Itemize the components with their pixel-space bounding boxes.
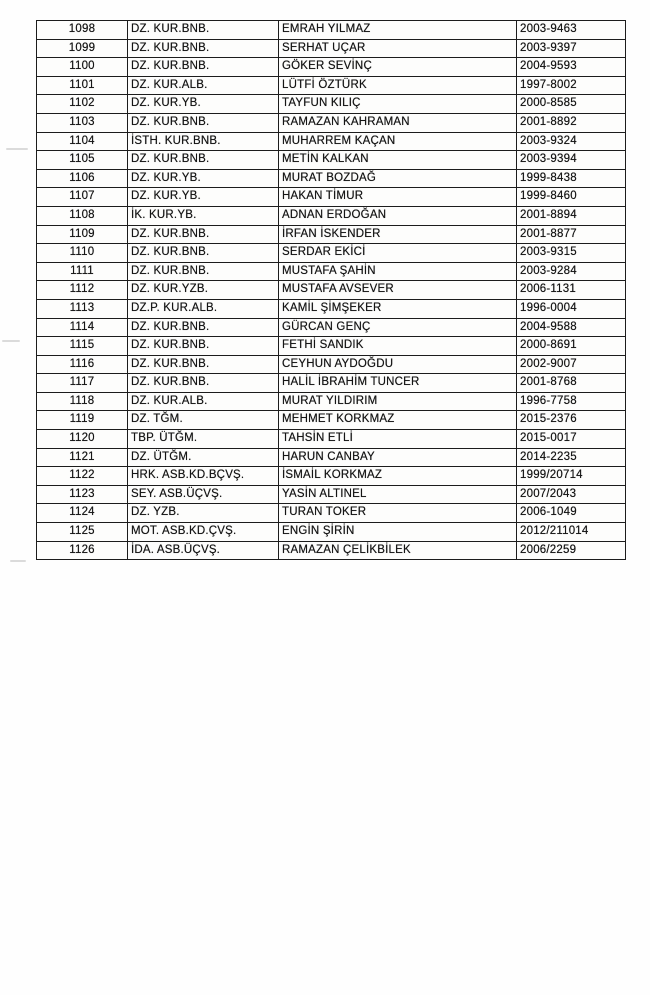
rank-cell: DZ. KUR.BNB. <box>128 21 279 40</box>
table-row <box>37 262 626 281</box>
table-row <box>37 225 626 244</box>
row-number-cell: 1113 <box>37 299 128 318</box>
name-cell: MUSTAFA ŞAHİN <box>279 262 517 281</box>
name-cell: MURAT YILDIRIM <box>279 392 517 411</box>
name-cell: FETHİ SANDIK <box>279 337 517 356</box>
row-number-cell: 1126 <box>37 541 128 560</box>
registry-number-cell: 2001-8894 <box>517 206 626 225</box>
row-number-cell: 1110 <box>37 244 128 263</box>
row-number-cell: 1109 <box>37 225 128 244</box>
rank-cell: DZ. KUR.BNB. <box>128 113 279 132</box>
row-number-cell: 1101 <box>37 76 128 95</box>
registry-number-cell: 2002-9007 <box>517 355 626 374</box>
table-row <box>37 318 626 337</box>
registry-number-cell: 2003-9397 <box>517 39 626 58</box>
row-number-cell: 1123 <box>37 485 128 504</box>
row-number-cell: 1107 <box>37 188 128 207</box>
row-number-cell: 1122 <box>37 467 128 486</box>
registry-number-cell: 2003-9284 <box>517 262 626 281</box>
registry-number-cell: 2015-0017 <box>517 430 626 449</box>
rank-cell: DZ. KUR.BNB. <box>128 318 279 337</box>
rank-cell: SEY. ASB.ÜÇVŞ. <box>128 485 279 504</box>
table-row <box>37 541 626 560</box>
registry-number-cell: 1999-8438 <box>517 169 626 188</box>
rank-cell: DZ. KUR.BNB. <box>128 151 279 170</box>
registry-number-cell: 2004-9588 <box>517 318 626 337</box>
name-cell: TAHSİN ETLİ <box>279 430 517 449</box>
name-cell: MURAT BOZDAĞ <box>279 169 517 188</box>
rank-cell: DZ. ÜTĞM. <box>128 448 279 467</box>
table-row <box>37 188 626 207</box>
registry-number-cell: 2015-2376 <box>517 411 626 430</box>
row-number-cell: 1124 <box>37 504 128 523</box>
registry-number-cell: 2003-9463 <box>517 21 626 40</box>
registry-number-cell: 2000-8585 <box>517 95 626 114</box>
scan-artifact <box>2 340 20 342</box>
table-row <box>37 448 626 467</box>
registry-number-cell: 2001-8892 <box>517 113 626 132</box>
registry-number-cell: 2001-8877 <box>517 225 626 244</box>
registry-number-cell: 2003-9315 <box>517 244 626 263</box>
table-row <box>37 523 626 542</box>
row-number-cell: 1119 <box>37 411 128 430</box>
name-cell: SERHAT UÇAR <box>279 39 517 58</box>
rank-cell: DZ. TĞM. <box>128 411 279 430</box>
table-row <box>37 58 626 77</box>
registry-number-cell: 2001-8768 <box>517 374 626 393</box>
table-row <box>37 467 626 486</box>
table-row <box>37 206 626 225</box>
registry-number-cell: 2014-2235 <box>517 448 626 467</box>
rank-cell: İSTH. KUR.BNB. <box>128 132 279 151</box>
table-row <box>37 355 626 374</box>
row-number-cell: 1120 <box>37 430 128 449</box>
row-number-cell: 1115 <box>37 337 128 356</box>
name-cell: ENGİN ŞİRİN <box>279 523 517 542</box>
rank-cell: HRK. ASB.KD.BÇVŞ. <box>128 467 279 486</box>
rank-cell: DZ. KUR.YB. <box>128 95 279 114</box>
row-number-cell: 1125 <box>37 523 128 542</box>
name-cell: RAMAZAN KAHRAMAN <box>279 113 517 132</box>
scan-artifact <box>6 148 28 150</box>
name-cell: TURAN TOKER <box>279 504 517 523</box>
registry-number-cell: 2000-8691 <box>517 337 626 356</box>
table-row <box>37 504 626 523</box>
row-number-cell: 1108 <box>37 206 128 225</box>
rank-cell: DZ. YZB. <box>128 504 279 523</box>
row-number-cell: 1112 <box>37 281 128 300</box>
registry-number-cell: 1999/20714 <box>517 467 626 486</box>
row-number-cell: 1117 <box>37 374 128 393</box>
name-cell: YASİN ALTINEL <box>279 485 517 504</box>
name-cell: MEHMET KORKMAZ <box>279 411 517 430</box>
name-cell: MUSTAFA AVSEVER <box>279 281 517 300</box>
registry-number-cell: 2006/2259 <box>517 541 626 560</box>
table-row <box>37 244 626 263</box>
row-number-cell: 1104 <box>37 132 128 151</box>
table-row <box>37 39 626 58</box>
table-row <box>37 95 626 114</box>
rank-cell: DZ. KUR.BNB. <box>128 374 279 393</box>
rank-cell: DZ. KUR.YB. <box>128 188 279 207</box>
name-cell: MUHARREM KAÇAN <box>279 132 517 151</box>
name-cell: HALİL İBRAHİM TUNCER <box>279 374 517 393</box>
name-cell: ADNAN ERDOĞAN <box>279 206 517 225</box>
row-number-cell: 1102 <box>37 95 128 114</box>
table-row <box>37 281 626 300</box>
rank-cell: DZ. KUR.YB. <box>128 169 279 188</box>
registry-number-cell: 2003-9394 <box>517 151 626 170</box>
personnel-roster-table <box>36 20 626 560</box>
table-row <box>37 113 626 132</box>
table-row <box>37 151 626 170</box>
table-row <box>37 430 626 449</box>
rank-cell: DZ. KUR.YZB. <box>128 281 279 300</box>
name-cell: İRFAN İSKENDER <box>279 225 517 244</box>
row-number-cell: 1105 <box>37 151 128 170</box>
rank-cell: DZ. KUR.ALB. <box>128 392 279 411</box>
rank-cell: DZ. KUR.BNB. <box>128 39 279 58</box>
row-number-cell: 1121 <box>37 448 128 467</box>
name-cell: EMRAH YILMAZ <box>279 21 517 40</box>
rank-cell: DZ.P. KUR.ALB. <box>128 299 279 318</box>
row-number-cell: 1116 <box>37 355 128 374</box>
rank-cell: İDA. ASB.ÜÇVŞ. <box>128 541 279 560</box>
registry-number-cell: 2006-1049 <box>517 504 626 523</box>
rank-cell: İK. KUR.YB. <box>128 206 279 225</box>
table-row <box>37 337 626 356</box>
row-number-cell: 1106 <box>37 169 128 188</box>
row-number-cell: 1099 <box>37 39 128 58</box>
row-number-cell: 1118 <box>37 392 128 411</box>
table-row <box>37 411 626 430</box>
registry-number-cell: 2006-1131 <box>517 281 626 300</box>
rank-cell: DZ. KUR.BNB. <box>128 225 279 244</box>
registry-number-cell: 2012/211014 <box>517 523 626 542</box>
name-cell: GÖKER SEVİNÇ <box>279 58 517 77</box>
rank-cell: DZ. KUR.BNB. <box>128 244 279 263</box>
personnel-roster-body <box>37 21 626 560</box>
registry-number-cell: 1996-0004 <box>517 299 626 318</box>
name-cell: HARUN CANBAY <box>279 448 517 467</box>
name-cell: İSMAİL KORKMAZ <box>279 467 517 486</box>
name-cell: METİN KALKAN <box>279 151 517 170</box>
name-cell: KAMİL ŞİMŞEKER <box>279 299 517 318</box>
name-cell: CEYHUN AYDOĞDU <box>279 355 517 374</box>
rank-cell: DZ. KUR.BNB. <box>128 58 279 77</box>
table-row <box>37 76 626 95</box>
registry-number-cell: 1999-8460 <box>517 188 626 207</box>
registry-number-cell: 2003-9324 <box>517 132 626 151</box>
table-row <box>37 299 626 318</box>
rank-cell: DZ. KUR.ALB. <box>128 76 279 95</box>
table-row <box>37 485 626 504</box>
rank-cell: DZ. KUR.BNB. <box>128 262 279 281</box>
table-row <box>37 169 626 188</box>
row-number-cell: 1098 <box>37 21 128 40</box>
row-number-cell: 1100 <box>37 58 128 77</box>
rank-cell: DZ. KUR.BNB. <box>128 337 279 356</box>
registry-number-cell: 1997-8002 <box>517 76 626 95</box>
name-cell: RAMAZAN ÇELİKBİLEK <box>279 541 517 560</box>
table-row <box>37 21 626 40</box>
registry-number-cell: 2007/2043 <box>517 485 626 504</box>
rank-cell: DZ. KUR.BNB. <box>128 355 279 374</box>
row-number-cell: 1103 <box>37 113 128 132</box>
table-row <box>37 132 626 151</box>
rank-cell: TBP. ÜTĞM. <box>128 430 279 449</box>
scan-artifact <box>10 560 26 562</box>
name-cell: SERDAR EKİCİ <box>279 244 517 263</box>
registry-number-cell: 2004-9593 <box>517 58 626 77</box>
row-number-cell: 1114 <box>37 318 128 337</box>
table-row <box>37 392 626 411</box>
registry-number-cell: 1996-7758 <box>517 392 626 411</box>
name-cell: GÜRCAN GENÇ <box>279 318 517 337</box>
name-cell: HAKAN TİMUR <box>279 188 517 207</box>
rank-cell: MOT. ASB.KD.ÇVŞ. <box>128 523 279 542</box>
table-row <box>37 374 626 393</box>
name-cell: LÜTFİ ÖZTÜRK <box>279 76 517 95</box>
row-number-cell: 1111 <box>37 262 128 281</box>
name-cell: TAYFUN KILIÇ <box>279 95 517 114</box>
